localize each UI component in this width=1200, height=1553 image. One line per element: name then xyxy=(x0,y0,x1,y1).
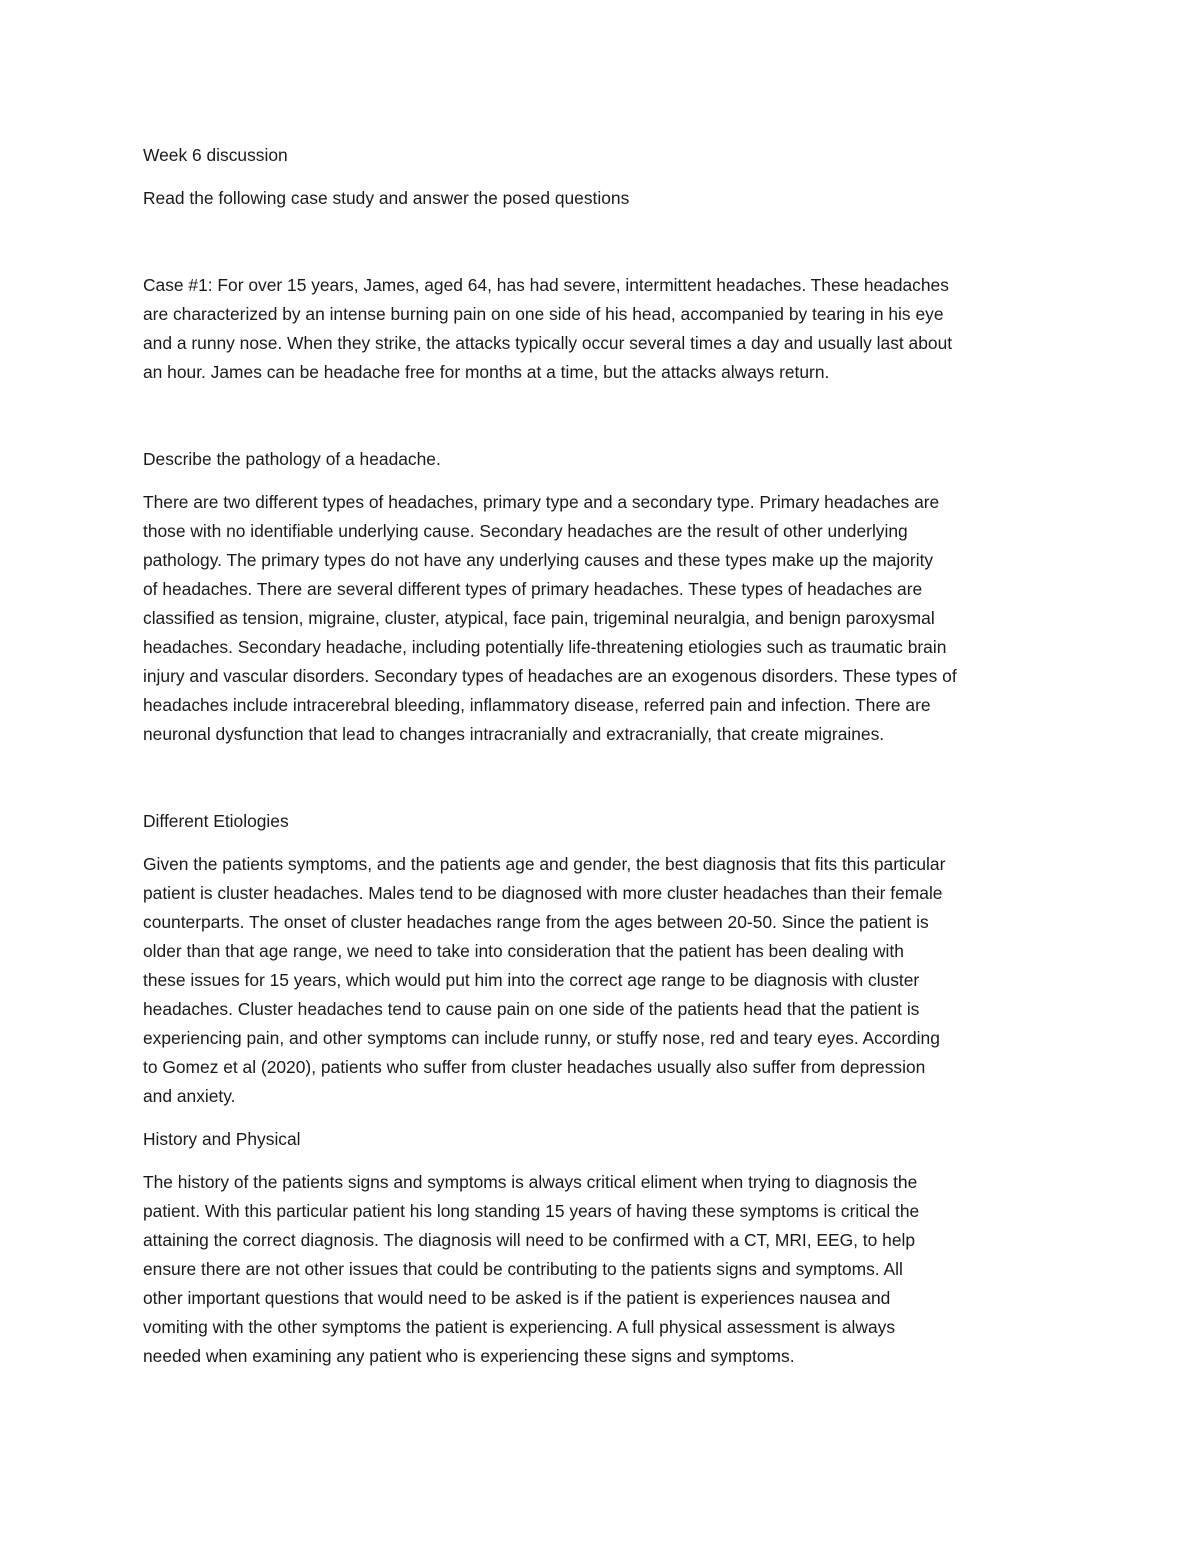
paragraph-line: and anxiety. xyxy=(143,1086,236,1106)
section-heading-pathology: Describe the pathology of a headache. xyxy=(143,449,441,469)
paragraph-line: experiencing pain, and other symptoms can include runny, or stuffy nose, red and teary eyes. According xyxy=(143,1028,940,1048)
paragraph-line: vomiting with the other symptoms the patient is experiencing. A full physical assessment is always xyxy=(143,1317,896,1337)
history-paragraph xyxy=(143,1168,1063,1371)
case-paragraph xyxy=(143,271,1063,387)
paragraph-line: headaches. Cluster headaches tend to cause pain on one side of the patients head that the patient is xyxy=(143,999,920,1019)
paragraph-line: Given the patients symptoms, and the patients age and gender, the best diagnosis that fits this particular xyxy=(143,854,946,874)
paragraph-line: those with no identifiable underlying cause. Secondary headaches are the result of other underlying xyxy=(143,521,908,541)
paragraph-line: neuronal dysfunction that lead to changes intracranially and extracranially, that create migraines. xyxy=(143,724,885,744)
paragraph-line: other important questions that would need to be asked is if the patient is experiences nausea and xyxy=(143,1288,891,1308)
case-line: an hour. James can be headache free for months at a time, but the attacks always return. xyxy=(143,362,830,382)
document-title: Week 6 discussion xyxy=(143,145,288,165)
paragraph-line: There are two different types of headaches, primary type and a secondary type. Primary headaches are xyxy=(143,492,940,512)
section-heading-history: History and Physical xyxy=(143,1129,301,1149)
case-line: are characterized by an intense burning pain on one side of his head, accompanied by tearing in his eye xyxy=(143,304,944,324)
paragraph-line: needed when examining any patient who is experiencing these signs and symptoms. xyxy=(143,1346,795,1366)
case-line: and a runny nose. When they strike, the attacks typically occur several times a day and usually last about xyxy=(143,333,953,353)
paragraph-line: attaining the correct diagnosis. The diagnosis will need to be confirmed with a CT, MRI, EEG, to help xyxy=(143,1230,916,1250)
paragraph-line: to Gomez et al (2020), patients who suffer from cluster headaches usually also suffer from depression xyxy=(143,1057,926,1077)
paragraph-line: pathology. The primary types do not have any underlying causes and these types make up the majority xyxy=(143,550,934,570)
instruction-text: Read the following case study and answer the posed questions xyxy=(143,188,630,208)
paragraph-line: headaches. Secondary headache, including potentially life-threatening etiologies such as traumatic brain xyxy=(143,637,947,657)
pathology-paragraph xyxy=(143,488,1063,749)
paragraph-line: injury and vascular disorders. Secondary types of headaches are an exogenous disorders. These types of xyxy=(143,666,957,686)
paragraph-line: ensure there are not other issues that could be contributing to the patients signs and symptoms. All xyxy=(143,1259,903,1279)
paragraph-line: counterparts. The onset of cluster headaches range from the ages between 20-50. Since the patient is xyxy=(143,912,929,932)
paragraph-line: patient is cluster headaches. Males tend to be diagnosed with more cluster headaches than their female xyxy=(143,883,943,903)
paragraph-line: patient. With this particular patient his long standing 15 years of having these symptoms is critical the xyxy=(143,1201,920,1221)
paragraph-line: The history of the patients signs and symptoms is always critical eliment when trying to diagnosis the xyxy=(143,1172,918,1192)
paragraph-line: these issues for 15 years, which would put him into the correct age range to be diagnosis with cluster xyxy=(143,970,920,990)
paragraph-line: headaches include intracerebral bleeding, inflammatory disease, referred pain and infection. There are xyxy=(143,695,931,715)
paragraph-line: of headaches. There are several different types of primary headaches. These types of headaches are xyxy=(143,579,923,599)
paragraph-line: classified as tension, migraine, cluster, atypical, face pain, trigeminal neuralgia, and benign paroxysmal xyxy=(143,608,935,628)
document-body xyxy=(143,141,1063,1371)
paragraph-line: older than that age range, we need to take into consideration that the patient has been dealing with xyxy=(143,941,904,961)
etiologies-paragraph xyxy=(143,850,1063,1111)
case-line: Case #1: For over 15 years, James, aged 64, has had severe, intermittent headaches. These headaches xyxy=(143,275,949,295)
section-heading-etiologies: Different Etiologies xyxy=(143,811,289,831)
